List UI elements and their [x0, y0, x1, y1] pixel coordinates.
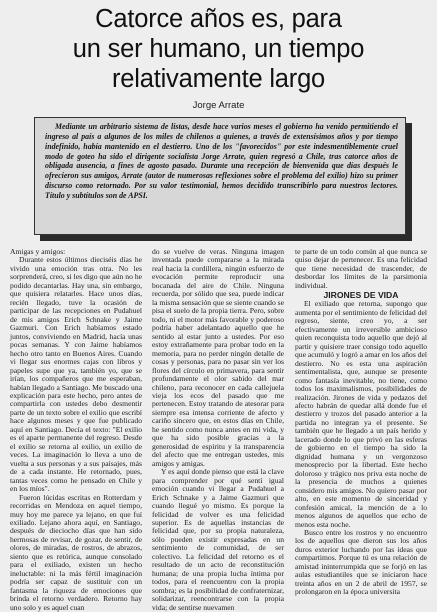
section-subheading: JIRONES DE VIDA [323, 290, 399, 301]
article-body [10, 247, 430, 612]
title-line: relativamente largo [111, 65, 326, 93]
body-paragraph: Busco entre los rostros y no encuentro los de aquellos que dieron sus los años duros exterior luchando por las ideas que compartimos. Porque tú es una relación de amistad ininterrumpida que se forjó en las aulas estudiantiles que se iniciaron hace treinta años en un 2 de abril de 1957, se prolongaron en la época universita [295, 528, 427, 597]
intro-box: Mediante un arbitrario sistema de listas, desde hace varios meses el gobierno ha venido permitiendo el ingreso al país a algunos de los miles de chilenos a quienes, a través de extensísimos años y por tiempo indefinido, había mantenido en el destierro. Uno de los "favorecidos" por este indesmentiblemente cruel modo de goteo ha sido el dirigente socialista Jorge Arrate, quien regresó a Chile, tras catorce años de obligada ausencia, a fines de agosto pasado. Durante una recepción de bienvenida que días después le ofrecieron sus amigos, Arrate (autor de numerosas reflexiones sobre el problema del exilio) hizo su primer discurso como retornado. Por su valor testimonial, hemos decidido transcribirlo para nuestros lectores. Título y subtítulos son de APSI. [34, 117, 406, 235]
body-paragraph: te parte de un todo común al que nunca se quiso dejar de pertenecer. Es una felicidad que tiene necesidad de trascender, de desbordar los límites de la parsimonia individual. [295, 247, 427, 290]
body-paragraph: Fueron lúcidas escritas en Rotterdam y recorridas en Mendoza en aquel tiempo, muy hoy me parece ya lejano, en que fuí exiliado. Lejano ahora aquí, en Santiago, después de dieciocho días que han sido hermosas de revisar, de gozar, de sentir, de olores, de miradas, de rostros, de abrazos, siento que es retórica, aunque consolado para el exiliado, existen un hecho ineluctable: ni la más fértil imaginación podría ser capaz de sustituir con un fantasma la riqueza de emociones que brinda el retorno verdadero. Retorno hay uno solo y es aquel cuan [10, 492, 142, 612]
title-line: un ser humano, un tiempo [72, 35, 365, 63]
body-column-3 [295, 248, 427, 600]
body-paragraph: El exiliado que retorna, supongo que aumenta por el sentimiento de felicidad del regreso, siente, creo yo, a ser efectivamente un irreversible ambicioso quien reconquista todo aquello que dejó al partir y quisiere traer consigo todo aquello que acumuló y logró a amar en los años del destierro. No es esta una aspiración sentimentalista, que, aunque se presente como fantasía inevitable, no tiene, como todos los maximalismos, posibilidades de realización. Jirones de vida y pedazos del afecto habrán de quedar allá donde fue el destierro y trozos del pasado anterior a la partida no integran ya el presente. Se también que he llegado a un país herido y lacerado donde lo que privó en las esferas de gobierno en el tiempo ha sido la dignidad humana y un vergonzoso menosprecio por la libertad. Este hecho doloroso y trágico nos priva esta noche de la presencia de muchos a quienes considero mis amigos. No quiero pasar por alto, en este momento de sinceridad y confesión amical, la mención de a lo menos algunos de aquellos que echo de menos esta noche. [295, 299, 427, 529]
body-paragraph: do se vuelve de veras. Ninguna imagen inventada puede compararse a la mirada real hacia la cordillera, ningún esfuerzo de evocación permite reproducir una bocanada del aire de Chile. Ninguna recuerda, por sólido que sea, puede indicar la misma sensación que se siente cuando se pisa el suelo de la propia tierra. Pero, sobre todo, ni el motor más favorable y poderoso podría haber adelantado aquello que he sentido al estar junto a ustedes. Por eso estoy extrañamente para probar todo en la memoria, para no perder ningún detalle de cosas y personas, para no pasar sin ver los flores del círculo en primavera, para sentir profundamente el olor sabido del mar chileno, para reconocer en cada callejuela vieja los ecos del pasado que me pertenecen. Estoy tratando de atesorar para siempre esa intensa corriente de afecto y cariño sincero que, en estos días en Chile, he sentido como nunca antes en mi vida, y que ha sido posible gracias a la generosidad de espíritu y la transparencia del afecto que me entregan ustedes, mis amigos y amigas. [152, 247, 284, 468]
body-column-2 [152, 247, 284, 612]
body-paragraph: Durante estos últimos dieciséis días he vivido una emoción tras otra. No les sorprenderá, creo, si les digo que aún no he podido decantarlas. Hay una, sin embargo, que quisiera relatarles. Hace unos días, recién llegado, tuve la ocasión de participar de las recepciones en Pudahuel de mis amigos Erich Schnake y Jaime Gazmuri. Con Erich habíamos estado juntos, conviviendo en Madrid, hacía unas pocas semanas. Y con Jaime habíamos hecho otro tanto en Buenos Aires. Cuando vi llegar sus enormes cajas con libros y papeles supe que ya, también yo, que se irían, los compañeros que me esperaban, habían llegado a Santiago. Me buscado una explicación para este hecho, pero antes de compartirla con ustedes debo desmentir parte de un texto sobre el exilio que escribí hace algunos meses y que fue publicado aquí en Santiago. Decía el texto: "El exilio es el aparte permanente del regreso. Desde el exilio se retorna al exilio, un exilio de veces. La imaginación lo lleva a uno de vuelta a sus personas y a sus paisajes, más de a cada instante. He retornado, pues, tantas veces como he pensado en Chile y en los míos". [10, 255, 142, 494]
author-byline: Jorge Arrate [192, 100, 245, 111]
article-title [10, 4, 427, 94]
title-line: Catorce años es, para [95, 5, 342, 33]
salutation: Amigas y amigos: [10, 247, 66, 256]
body-paragraph: Y es aquí donde pienso que está la clave para comprender por qué sentí igual emoción cuando vi llegar a Pudahuel a Erich Schnake y a Jaime Gazmuri que cuando llegué yo mismo. Es porque la felicidad de volver es una felicidad superior. Es de aquellas instancias de felicidad que, por su propia naturaleza, sólo pueden existir expresadas en un sentimiento de comunidad, de ser colectivo. La felicidad del retorno es el resultado de un acto de reconstitución humana; de una propia lucha íntima por todos, para el reencuentro con la propia sombra; es la posibilidad de confraternizar, solidarizar, reencontrarse con la propia vida; de sentirse nuevamen [152, 467, 284, 612]
body-column-1 [10, 247, 142, 612]
